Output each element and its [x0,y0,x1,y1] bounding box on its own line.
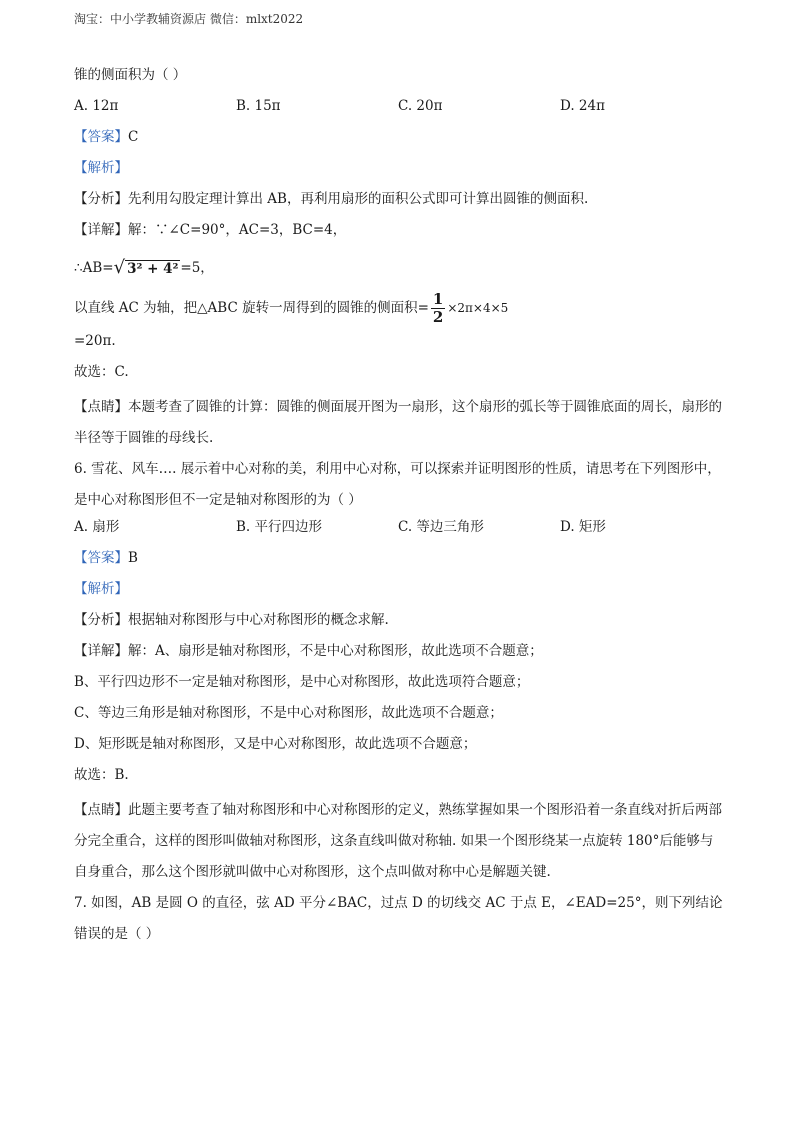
q5-choice: 故选：C. [74,364,129,380]
q7-stem: 7. 如图，AB 是圆 O 的直径，弦 AD 平分∠BAC，过点 D 的切线交 AC 于点 E，∠EAD=25°，则下列结论错误的是（ ） [74,895,723,942]
q5-answer [74,126,724,157]
q6-options [74,516,724,547]
q5-analysis-heading [74,157,724,188]
q6-xiangjie-line-1 [74,640,724,671]
q6-option-b: B. 平行四边形 [236,519,323,535]
analysis-tag: 【解析】 [74,160,128,176]
q5-step-3: =20π. [74,333,116,349]
answer-value: B [128,550,138,566]
q5-stem-tail: 锥的侧面积为（ ） [74,67,187,83]
xiangjie-tag: 【详解】 [74,643,128,659]
answer-value: C [128,129,139,145]
step1-pre: ∴AB= [74,260,114,276]
fenxi-text: 根据轴对称图形与中心对称图形的概念求解. [128,612,389,628]
q6-option-a: A. 扇形 [74,519,120,535]
q5-step-1 [74,250,724,286]
q5-options [74,95,724,126]
q6-option-d: D. 矩形 [560,519,606,535]
q6-xiangjie-line-3: C、等边三角形是轴对称图形，不是中心对称图形，故此选项不合题意； [74,705,503,721]
step1-post: =5， [180,260,214,276]
q5-dianjing [74,392,724,454]
fraction-numerator: 1 [432,290,444,308]
q6-dianjing [74,795,724,888]
page-header: 淘宝：中小学教辅资源店 微信：mlxt2022 [74,12,304,26]
xiangjie-text: 解：A、扇形是轴对称图形，不是中心对称图形，故此选项不合题意； [128,643,543,659]
answer-tag: 【答案】 [74,129,128,145]
q6-fenxi [74,609,724,640]
sqrt-radicand: 3² + 4² [127,261,179,277]
q5-option-d: D. 24π [560,98,605,114]
q6-xiangjie-line-4: D、矩形既是轴对称图形，又是中心对称图形，故此选项不合题意； [74,736,477,752]
fenxi-text: 先利用勾股定理计算出 AB，再利用扇形的面积公式即可计算出圆锥的侧面积. [128,191,589,207]
q5-fenxi [74,188,724,219]
step2-post: ×2π×4×5 [447,301,509,315]
dianjing-text: 此题主要考查了轴对称图形和中心对称图形的定义，熟练掌握如果一个图形沿着一条直线对折后两部分完全重合，这样的图形叫做轴对称图形，这条直线叫做对称轴. 如果一个图形绕某一点旋转 180°后能够与自身重合，那么这个图形就叫做中心对称图形，这个点叫做对称中心是解题关键. [74,802,722,880]
step2-pre: 以直线 AC 为轴，把△ABC 旋转一周得到的圆锥的侧面积= [74,300,429,316]
answer-tag: 【答案】 [74,550,128,566]
q6-xiangjie-line-2: B、平行四边形不一定是轴对称图形，是中心对称图形，故此选项符合题意； [74,674,530,690]
q5-option-b: B. 15π [236,98,281,114]
q6-stem: 6. 雪花、风车…. 展示着中心对称的美，利用中心对称，可以探索并证明图形的性质，请思考在下列图形中，是中心对称图形但不一定是轴对称图形的为（ ） [74,461,721,508]
xiangjie-tag: 【详解】 [74,222,128,238]
q6-answer [74,547,724,578]
document-body [74,64,724,950]
q5-option-c: C. 20π [398,98,443,114]
dianjing-text: 本题考查了圆锥的计算：圆锥的侧面展开图为一扇形，这个扇形的弧长等于圆锥底面的周长，扇形的半径等于圆锥的母线长. [74,399,722,446]
xiangjie-text: 解：∵∠C=90°，AC=3，BC=4， [128,222,347,238]
fenxi-tag: 【分析】 [74,612,128,628]
fraction-denominator: 2 [432,308,444,326]
q6-analysis-heading [74,578,724,609]
analysis-tag: 【解析】 [74,581,128,597]
dianjing-tag: 【点睛】 [74,399,128,415]
q5-option-a: A. 12π [74,98,119,114]
q6-choice: 故选：B. [74,767,129,783]
q5-step-2 [74,286,724,330]
fenxi-tag: 【分析】 [74,191,128,207]
dianjing-tag: 【点睛】 [74,802,128,818]
sqrt-symbol: √ 3² + 4² [113,257,179,278]
fraction [431,291,445,326]
q5-xiangjie [74,219,724,250]
q6-option-c: C. 等边三角形 [398,519,484,535]
